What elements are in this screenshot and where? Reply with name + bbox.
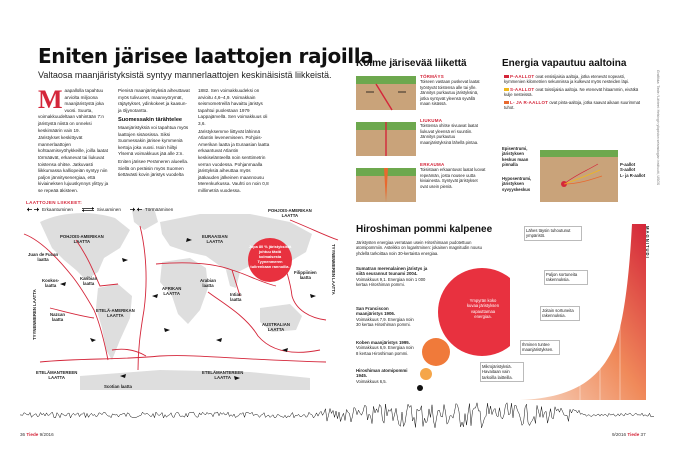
wave-p [504,74,644,85]
dropcap: M [38,85,63,114]
body-paragraph: Pienisä maanjäristyksiä aiheuttavat myös tulivuoret, maanvyörymät, räjäytykset, ydinkokeet ja kaasun- ja öljynotantta. [118,88,190,113]
energy-title: Energia vapautuu aaltoina [502,58,627,69]
plate-label-eurasia: EURAASIAN LAATTA [202,234,228,244]
wave-text: ovat pinta-aaltoja, jotka saavat aikaan suurimmat tuhot. [504,99,641,111]
plate-label-scotia: Scotian laatta [104,384,132,389]
body-column-2 [118,88,190,180]
wave-heading: P-AALLOT [510,74,535,79]
movement-divergent [420,162,486,189]
seismograph-line [20,400,654,430]
quake-text: Voimakkuus 6,5. [356,378,387,384]
plate-label-cocos: Kookos- laatta [42,278,60,288]
plate-label-north-america: POHJOIS-AMERIKAN LAATTA [60,234,104,244]
epicenter-label: Episentrumi, järistyksen keskus maan pinnalla [502,146,529,168]
legend-title: LAATTOJEN LIIKKEET: [26,200,83,205]
ground-surface [540,150,618,157]
page-number-right: 37 [640,432,646,437]
legend-label: Sivuaminen [96,207,121,212]
magnitude-area [520,224,646,400]
quake-text: Voimakkuus 9,1. Energiaa noin 1 000 kertaa Hiroshiman pommi. [356,276,426,288]
wave-heading: S-AALLOT [510,86,535,92]
footer-right [612,432,646,437]
graphic-credit: Grafiikka: Tiede / Lähteet: Helsingin yliopiston seismologian instituutti, USGS [656,70,660,186]
arrow-marker [122,258,128,262]
wave-text: ovat ensisijaisia aaltoja, jotka etenevät nopeasti, kymmenien kilometrien sekunnissa ja kulkevat myös nesteiden läpi. [504,74,630,85]
magnitude-axis-label: MAGNITUDI [645,226,650,259]
plate-label-pacific-left: TYYNENMEREN LAATTA [32,289,37,340]
magazine-name-right: Tiede [627,432,640,437]
plate-label-australia: AUSTRALIAN LAATTA [262,322,290,332]
three-movements-title: Kolme järisevää liikettä [356,58,467,69]
arrow-marker [90,338,96,342]
p-wave-swatch [504,75,509,78]
scale-label-2: Paljon sortuneita rakennuksia. [544,270,588,285]
divergent-arrow-icon [26,207,40,212]
world-map-svg [20,200,342,396]
divergent-block [356,168,416,202]
boundary-line [40,356,326,362]
plate-label-antarctica-left: ETELÄMANTEREEN LAATTA [36,370,78,380]
legend-item-transform [81,207,121,212]
arrow-marker [310,294,316,298]
legend-item-convergent [129,207,173,212]
wave-heading: L- JA R-AALLOT [510,99,549,105]
arrow-marker [164,328,170,332]
ground-block [540,150,618,202]
bubble-san-francisco [422,338,450,366]
movement-heading: LIUKUMA [420,118,443,123]
scale-label-3: Joitain sortuneita rakennuksia. [540,306,580,321]
issue-right: 9/2016 [612,432,627,437]
arrow-marker [216,338,222,342]
quake-sumatra [356,266,434,288]
movement-text: Toistensa ohitse sivuavat laatat liukuvat yleensä eri suuntiin. Jännitys purkautuu maanjäristyksinä lähellä pintaa. [420,123,479,145]
quake-heading: San Franciscon maanjäristys 1906. [356,306,396,317]
movement-heading: ERKAUMA [420,162,445,167]
plate-label-juan-de-fuca: Juan de Fucan laatta [28,252,59,262]
map-legend [26,200,173,212]
legend-label: Törmääminen [144,207,174,212]
wave-label-p: P-aallot [620,162,636,167]
continent-north-america [40,213,130,280]
three-movements-illustration [356,72,416,212]
hiroshima-lead: Järistysten energiaa verrataan usein Hiroshimaan pudotettuun atomipommiin. Asteikko on logaritminen: jokainen magnitudin nousu yhdellä tarkoittaa noin 30-kertaista energiaa. [356,240,482,256]
boundary-line [112,349,146,356]
plate-label-india: Intian laatta [230,292,242,302]
body-paragraph: Eniten järisee Perämeren alueella. Siellä on peräisin myös Suomen tiettävästi kovin järistys vuodelta [118,158,189,178]
plate-label-nazca: Nazcan laatta [50,312,66,322]
scale-label-5: Mikrojäristyksiä. Havaitaan vain tarkoilla laitteilla. [480,362,524,382]
transform-block [356,122,416,156]
legend-item-divergent [26,207,73,212]
movement-transform [420,118,486,145]
boundary-line [138,226,146,370]
plate-label-pacific-right: TYYNENMEREN LAATTA [331,244,336,295]
arrow-marker [152,294,158,298]
ring-of-fire-note: Jopa 80 % järistyksistä johtuu tästä kolmaisesta Tyynenmeren tulirenkaan rannoilla. [248,238,292,282]
quake-kobe [356,340,414,356]
plate-label-caribbean: Karibian laatta [80,276,98,286]
article-title: Eniten järisee laattojen rajoilla [38,44,374,68]
plate-label-arabia: Arabian laatta [200,278,216,288]
footer-left [20,432,54,437]
seismograph-trace [20,403,654,428]
page-number-left: 36 [20,432,26,437]
wave-illustration [540,140,618,202]
legend-row [26,207,173,212]
bubble-kobe [420,368,432,380]
plate-label-philippines: Filippiinien laatta [294,270,317,280]
body-paragraph: aapallolla tapahtuu arviolta miljoona maanjäristystä joka vuosi. Suurta, voimakkuudeltaan vähintään 7:n järistystä niistä on onneksi keskimäärin vain 19. [38,88,104,133]
article-subtitle: Valtaosa maanjäristyksistä syntyy mannerlaattojen keskinäisistä liikkeistä. [38,70,332,80]
movement-heading: TÖRMÄYS [420,74,444,79]
energy-waves [504,74,644,110]
quake-text: Voimakkuus 7,9. Energiaa noin 30 kertaa Hiroshiman pommi. [356,316,414,328]
magazine-name-left: Tiede [26,432,39,437]
collision-block [356,76,416,110]
movement-text: Toiseen vastaan puskevat laatat työntyvät toistensa alle tai ylle. Jännitys purkautuu järistyksinä, jotka syntyvät yleensä syvällä maan sisässä. [420,79,480,107]
bubble-note: Ympyrän koko kuvaa järistyksen vapauttamaa energiaa. [466,298,500,320]
hiroshima-title: Hiroshiman pommi kalpenee [356,224,493,235]
plate-label-antarctica-right: ETELÄMANTEREEN LAATTA [202,370,244,380]
plate-map [20,200,342,396]
plate-label-south-america: ETELÄ-AMERIKAN LAATTA [96,308,135,318]
wave-s [504,87,644,98]
quake-heading: Hiroshiman atomipommi 1945. [356,368,408,379]
plate-label-north-america-top: POHJOIS-AMERIKAN LAATTA [268,208,312,218]
s-wave-swatch [504,88,509,91]
quake-san-francisco [356,306,414,328]
quake-text: Voimakkuus 6,9. Energiaa noin 8 kertaa Hiroshiman pommi. [356,345,414,356]
body-paragraph: Järistykset keskittyvät mannerlaattojen kohtaamisvyöhykkeille, joilla laatat törmäävät, erkanevat tai liukuvat toistensa ohitse. Jatkuvasti liikkumassa kalliopeiän syntyy niin paljon jännitysenergiaa, että kiviaineksen lujuuskynnys ylittyy ja se repeää äkisteen. [38,135,109,193]
transform-arrow-icon [81,207,95,212]
body-column-1 [38,85,110,196]
body-paragraph: Maanjäristyksiä voi tapahtua myös laattojen sisäosissa. Siksi Suomessakin järisee kymmeniä kertoja joka vuosi. Isoin hiiltyi Ylsemä voimakkuus jää alle 2:n. [118,124,189,157]
scale-label-1: Lähes täysin tuhoutunut ympäristö. [524,226,582,241]
wave-lr [504,100,644,111]
wave-label-lr: L- ja R-aallot [620,172,646,178]
quake-heading: Koben maanjäristys 1995. [356,340,410,345]
lr-wave-swatch [504,101,509,104]
body-paragraph: Järistyksemme liittyvät lähinnä Atlantin levenemiseen. Pohjois-Amerikan laatta ja Euraasian laatta erkaantuvat Atlantin keskiselänteellä noin senttimetrin verran vuodessa. Pohjanmaalla järistyksiä aiheuttaa myös jääkauden jälkeinen maannousu Merenkurkussa. Vauhti on noin 0,8 millimetriä vuodessa. [198,128,270,193]
movement-text: Toisistaan erkaantuvat laatat luovat repeämän, josta nousee uutta kiviainesta. Syntyvät järistykset ovat usein pieniä. [420,167,486,189]
quake-hiroshima [356,368,414,384]
subheading: Suomessakin tärähtelee [118,117,183,124]
body-column-3 [198,88,272,196]
convergent-arrow-icon [129,207,143,212]
movement-collision [420,74,486,106]
wave-text: ovat toissijaisia aaltoja. Ne etenevät hitaammin, eivätkä kulje nesteissä. [504,86,639,98]
continent-south-america [96,284,132,360]
wave-label-s: S-aallot [620,167,636,173]
arrow-marker [60,282,66,286]
legend-label: Erkaantuminen [42,207,73,212]
issue-left: 9/2016 [39,432,54,437]
quake-heading: Sumatran merenalainen järistys ja siitä seurannut tsunami 2004. [356,266,428,277]
wave-labels [620,162,650,178]
hypocenter-label: Hyposentrumi, järistyksen syvyyskeskus [502,176,532,192]
body-paragraph: 1882. Sen voimakkuudeksi on arvioitu 4,6–4,9. Voimakkain seismometreillä havaittu järistys tapahtui puolestaan 1979 Lappajärvellä. Sen voimakkuus oli 3,6. [198,88,268,126]
bubble-hiroshima [417,385,423,391]
scale-label-4: Ihminen tuntee maanjäristyksen. [520,340,560,355]
plate-label-africa: AFRIKAN LAATTA [162,286,182,296]
